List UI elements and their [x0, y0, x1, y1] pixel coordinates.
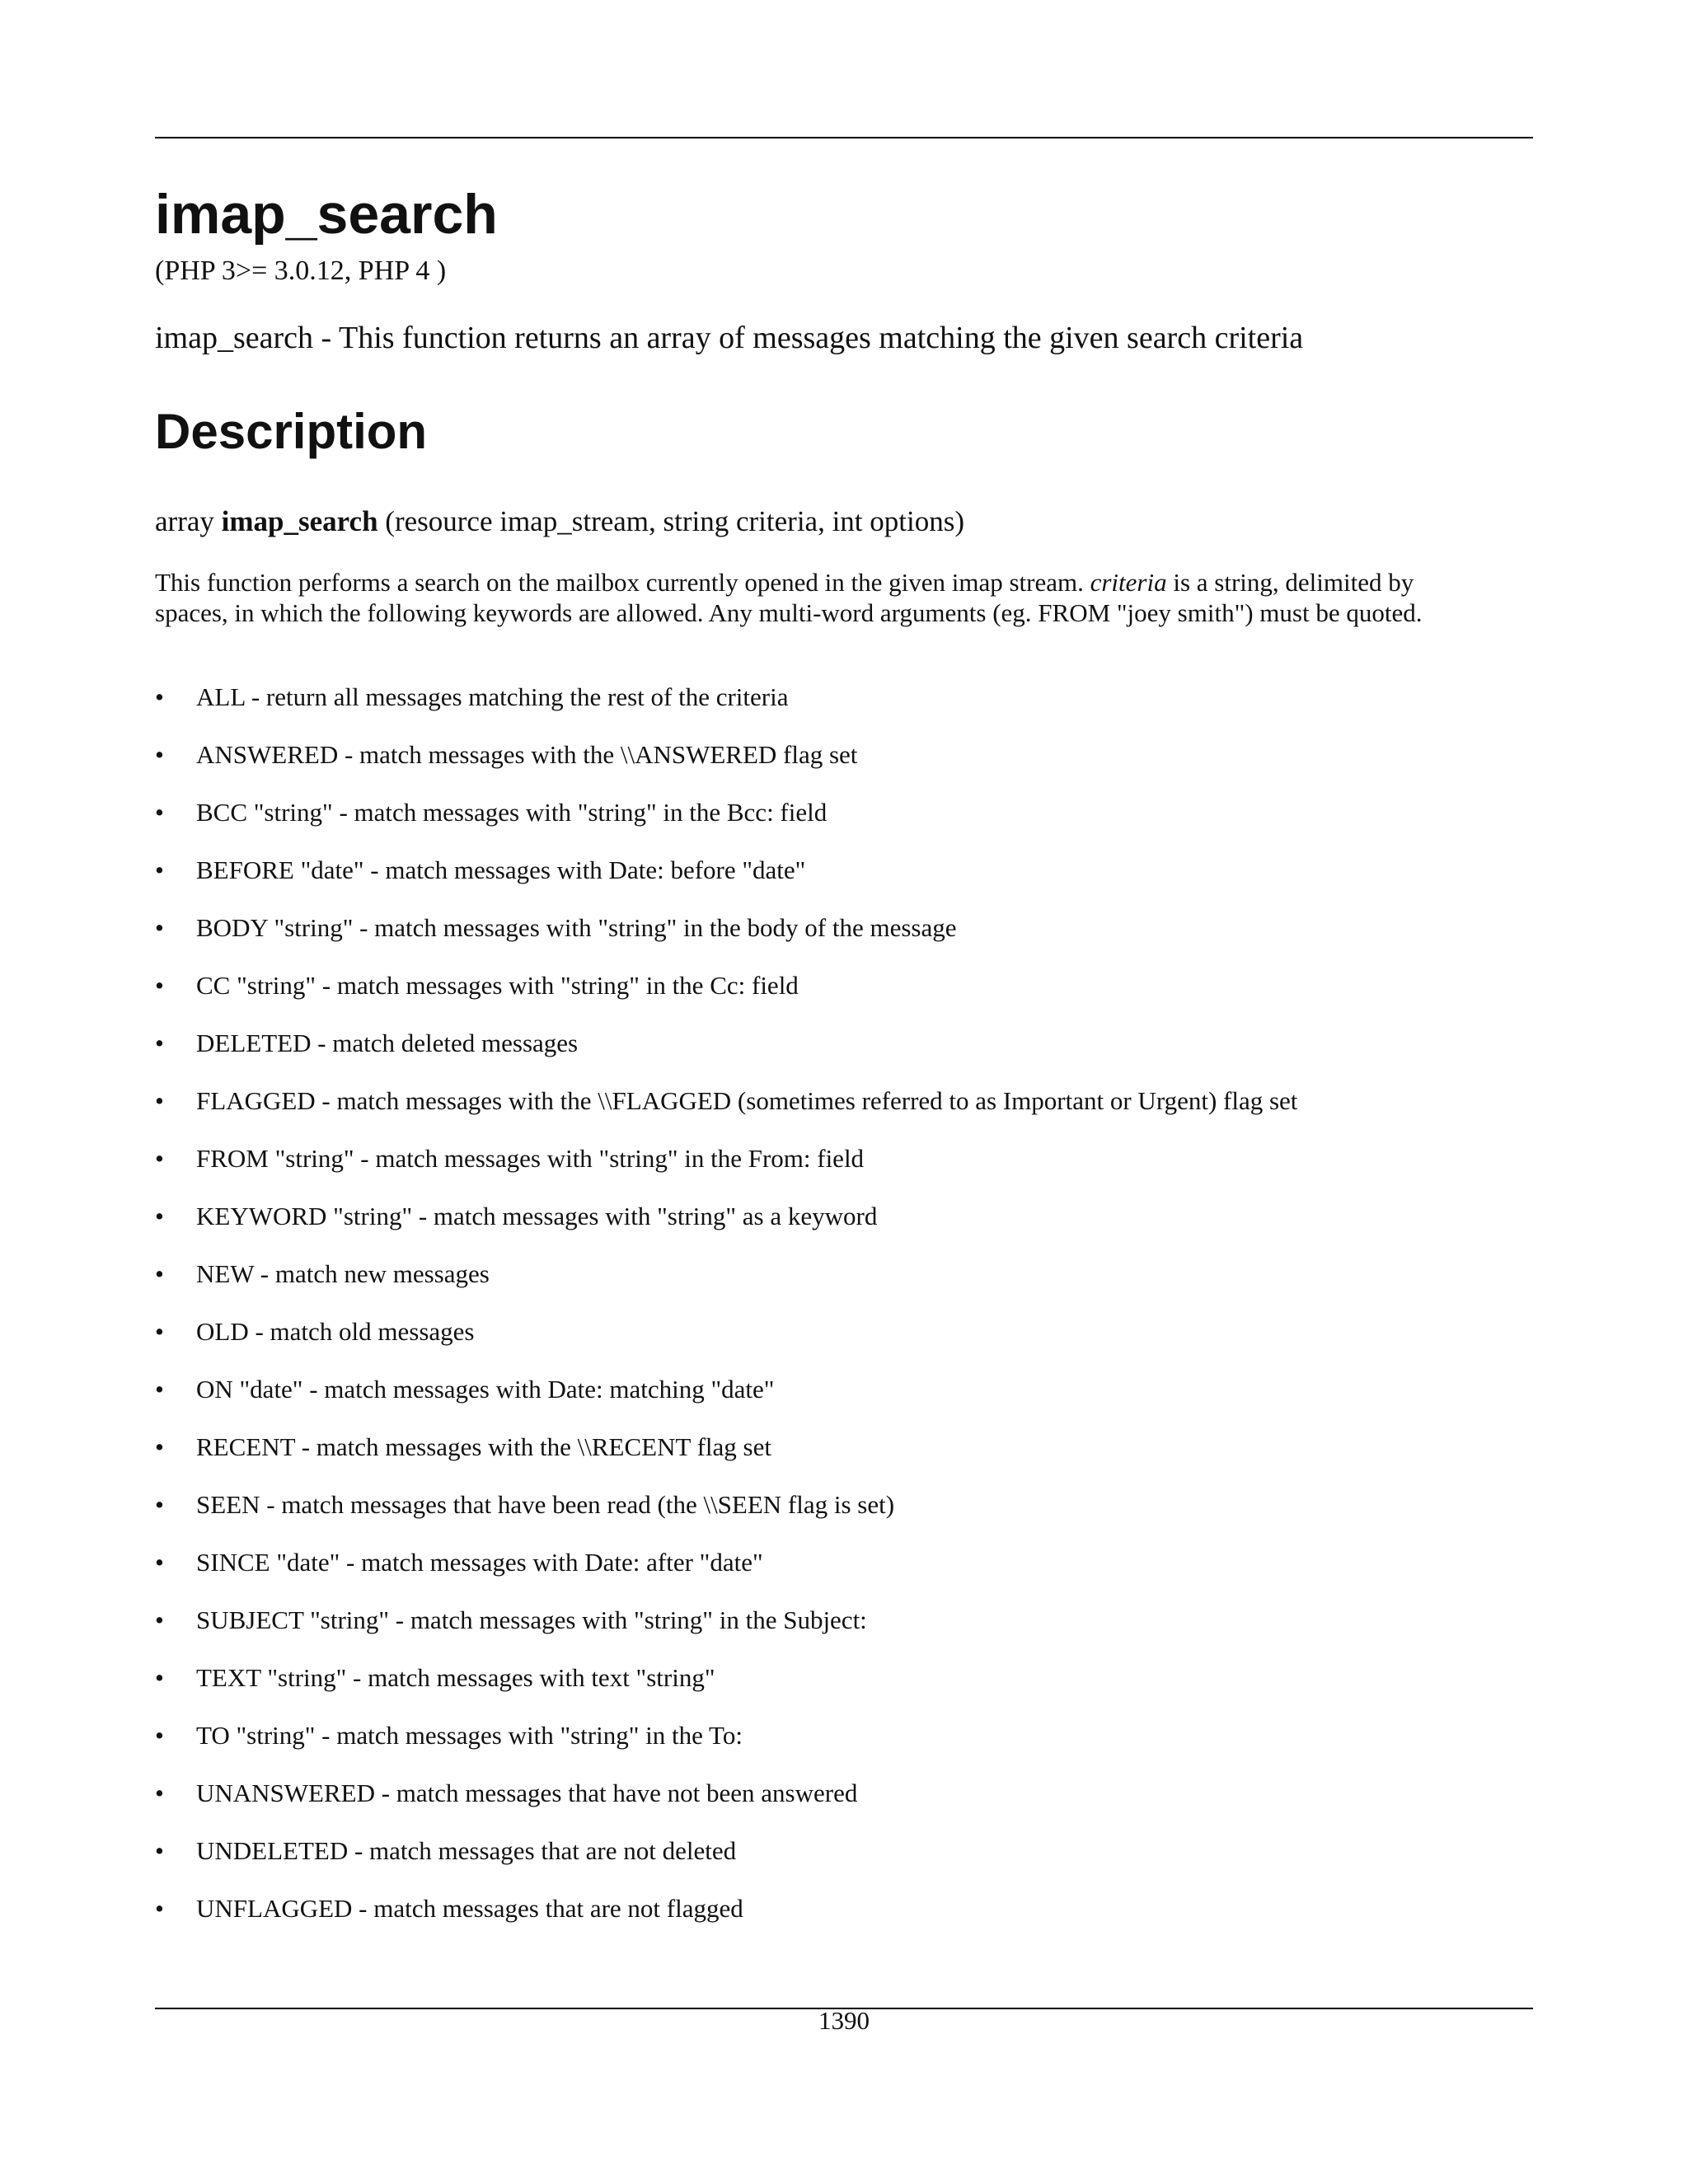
function-purpose: imap_search - This function returns an array of messages matching the given search criteria [155, 321, 1304, 355]
list-item [155, 1661, 1533, 1719]
list-item [155, 1777, 1533, 1835]
list-item-text: FROM "string" - match messages with "string" in the From: field [196, 1144, 865, 1173]
version-info: (PHP 3>= 3.0.12, PHP 4 ) [155, 255, 447, 286]
list-item [155, 1604, 1533, 1661]
bullet-icon: • [155, 913, 164, 942]
list-item-text: SINCE "date" - match messages with Date: after "date" [196, 1548, 763, 1577]
list-item-text: TEXT "string" - match messages with text "string" [196, 1663, 715, 1692]
bullet-icon: • [155, 1029, 164, 1057]
list-item-text: DELETED - match deleted messages [196, 1029, 579, 1057]
intro-text-1: This function performs a search on the mailbox currently opened in the given imap stream. [155, 568, 1084, 597]
bullet-icon: • [155, 1894, 164, 1923]
bullet-icon: • [155, 1490, 164, 1519]
list-item-text: FLAGGED - match messages with the \\FLAGGED (sometimes referred to as Important or Urgent) flag set [196, 1086, 1298, 1115]
description-heading: Description [155, 404, 428, 459]
list-item [155, 1085, 1533, 1142]
list-item [155, 1373, 1533, 1431]
bullet-icon: • [155, 1432, 164, 1461]
bullet-icon: • [155, 798, 164, 827]
list-item [155, 738, 1533, 796]
page-title: imap_search [155, 183, 498, 246]
list-item [155, 1546, 1533, 1604]
list-item [155, 1142, 1533, 1200]
top-rule [155, 137, 1533, 138]
list-item [155, 1027, 1533, 1085]
function-synopsis [155, 504, 964, 539]
list-item-text: BEFORE "date" - match messages with Date: before "date" [196, 855, 806, 884]
bullet-icon: • [155, 1144, 164, 1173]
list-item-text: UNANSWERED - match messages that have not been answered [196, 1779, 858, 1807]
list-item [155, 1488, 1533, 1546]
list-item-text: KEYWORD "string" - match messages with "string" as a keyword [196, 1202, 878, 1230]
bullet-icon: • [155, 1317, 164, 1346]
list-item-text: ALL - return all messages matching the rest of the criteria [196, 682, 789, 711]
bullet-icon: • [155, 971, 164, 1000]
list-item [155, 969, 1533, 1027]
list-item-text: NEW - match new messages [196, 1259, 490, 1288]
intro-text-3: spaces, in which the following keywords are allowed. Any multi-word arguments (eg. FROM "joey smith") must be quoted. [155, 598, 1423, 627]
list-item-text: ON "date" - match messages with Date: matching "date" [196, 1375, 775, 1404]
list-item-text: BCC "string" - match messages with "string" in the Bcc: field [196, 798, 828, 827]
intro-text-2: is a string, delimited by [1173, 568, 1414, 597]
list-item [155, 1719, 1533, 1777]
bullet-icon: • [155, 855, 164, 884]
list-item-text: SEEN - match messages that have been read (the \\SEEN flag is set) [196, 1490, 895, 1519]
bullet-icon: • [155, 1663, 164, 1692]
list-item-text: BODY "string" - match messages with "string" in the body of the message [196, 913, 957, 942]
bullet-icon: • [155, 1375, 164, 1404]
page-number: 1390 [818, 2006, 870, 2035]
intro-emphasis: criteria [1090, 568, 1167, 597]
list-item [155, 854, 1533, 912]
list-item-text: SUBJECT "string" - match messages with "string" in the Subject: [196, 1605, 867, 1634]
list-item [155, 1892, 1533, 1950]
bullet-icon: • [155, 1259, 164, 1288]
list-item-text: OLD - match old messages [196, 1317, 475, 1346]
bullet-icon: • [155, 1202, 164, 1230]
list-item [155, 681, 1533, 738]
bullet-icon: • [155, 1548, 164, 1577]
list-item-text: CC "string" - match messages with "string" in the Cc: field [196, 971, 799, 1000]
bullet-icon: • [155, 1086, 164, 1115]
list-item-text: UNFLAGGED - match messages that are not flagged [196, 1894, 743, 1923]
list-item [155, 1258, 1533, 1315]
intro-paragraph [155, 567, 1533, 628]
function-name: imap_search [221, 505, 378, 537]
bullet-icon: • [155, 1605, 164, 1634]
bullet-icon: • [155, 1721, 164, 1750]
list-item-text: ANSWERED - match messages with the \\ANSWERED flag set [196, 740, 858, 769]
list-item-text: RECENT - match messages with the \\RECENT flag set [196, 1432, 771, 1461]
bullet-icon: • [155, 1779, 164, 1807]
list-item [155, 912, 1533, 969]
function-params: (resource imap_stream, string criteria, int options) [385, 505, 964, 537]
list-item [155, 1200, 1533, 1258]
list-item-text: UNDELETED - match messages that are not deleted [196, 1836, 737, 1865]
bullet-icon: • [155, 740, 164, 769]
list-item-text: TO "string" - match messages with "string" in the To: [196, 1721, 743, 1750]
bullet-icon: • [155, 1836, 164, 1865]
list-item [155, 1835, 1533, 1892]
list-item [155, 1315, 1533, 1373]
list-item [155, 1431, 1533, 1488]
list-item [155, 796, 1533, 854]
criteria-list [155, 681, 1533, 1950]
bullet-icon: • [155, 682, 164, 711]
return-type: array [155, 505, 214, 537]
